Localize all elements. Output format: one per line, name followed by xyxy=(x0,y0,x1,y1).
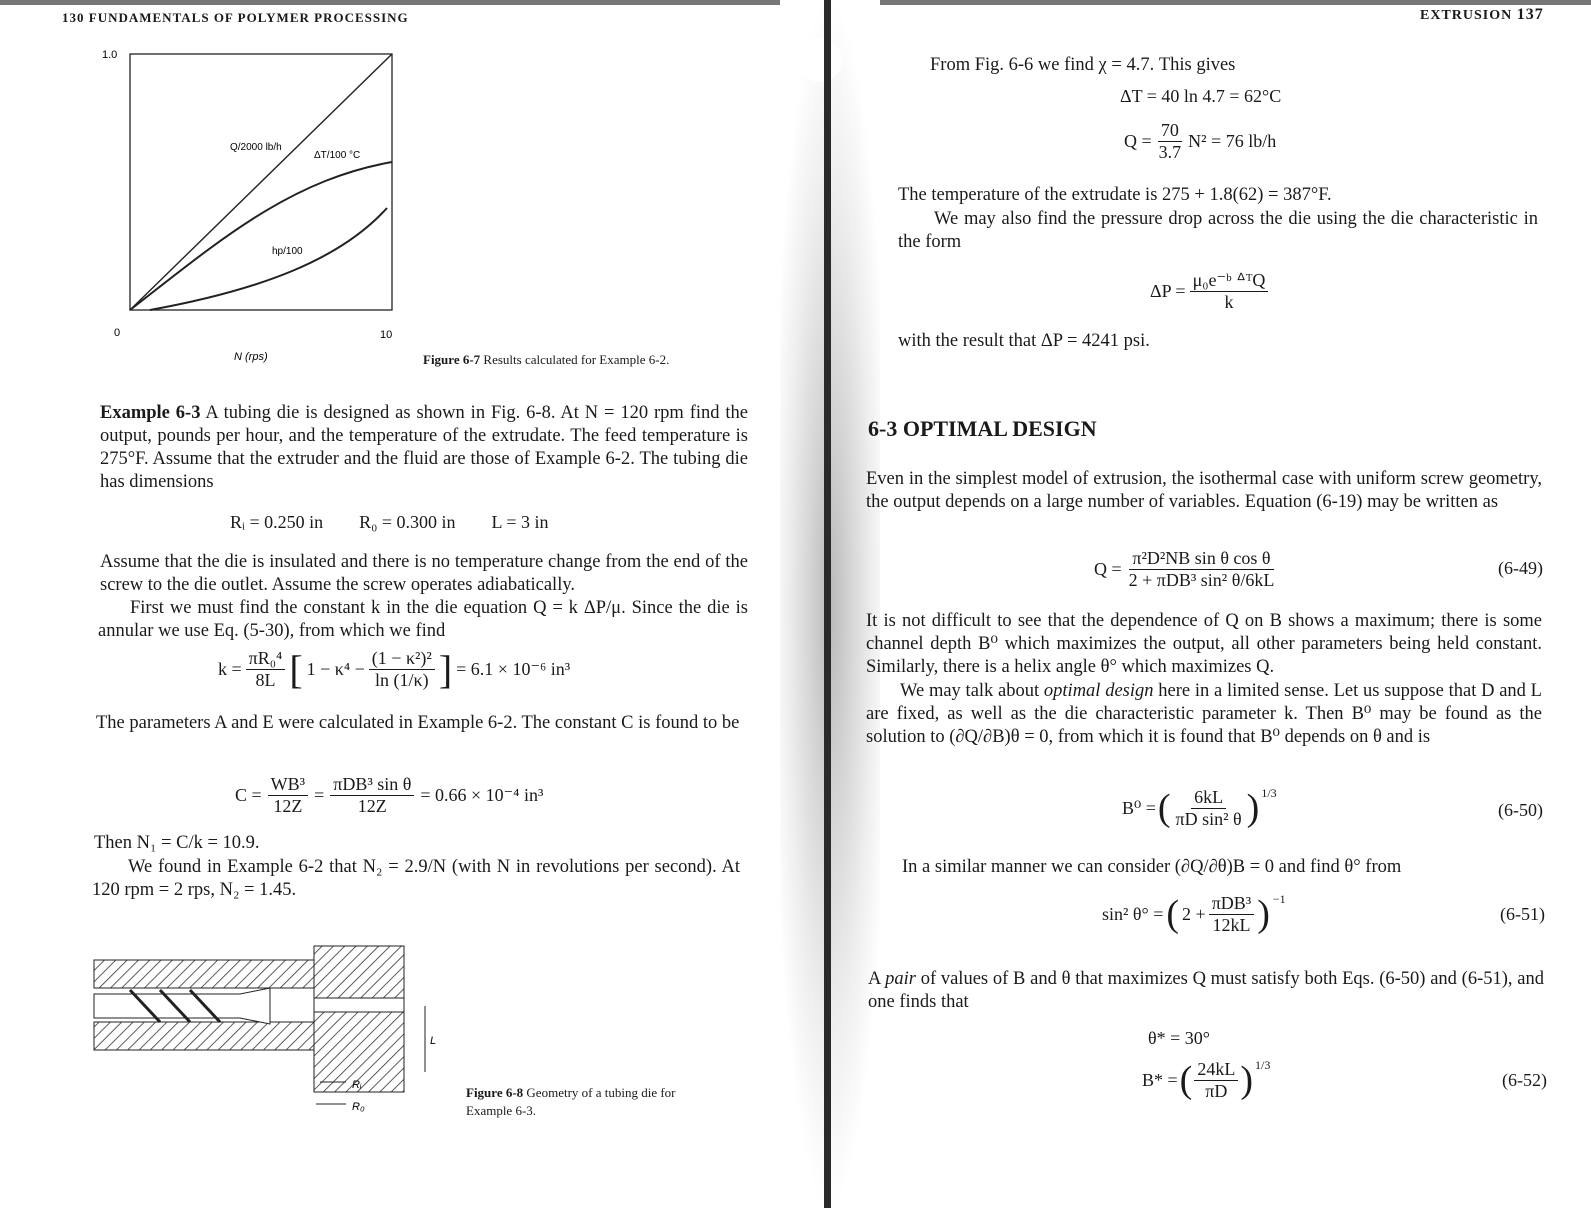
eq51-num: πDB³ xyxy=(1209,893,1255,915)
para-result: with the result that ΔP = 4241 psi. xyxy=(898,331,1150,351)
figure-6-8-caption xyxy=(466,1084,676,1120)
eq52-lhs: B* = xyxy=(1142,1069,1178,1090)
line-fig-6-6: From Fig. 6-6 we find χ = 4.7. This gives xyxy=(930,55,1236,75)
x-axis-label: N (rps) xyxy=(234,351,268,363)
eq-dp-den: k xyxy=(1224,292,1234,312)
eq-c-frac2 xyxy=(330,774,414,817)
eqno-6-52: (6-52) xyxy=(1502,1070,1547,1090)
figure-6-8-caption-text-1: Geometry of a tubing die for xyxy=(526,1085,676,1100)
equation-6-52 xyxy=(1142,1058,1270,1102)
eq49-num: π²D²NB sin θ cos θ xyxy=(1129,548,1273,570)
header-page: 137 xyxy=(1516,6,1544,23)
equation-6-49 xyxy=(1094,548,1277,591)
barrel-bottom xyxy=(94,1022,314,1050)
eq-dp-frac xyxy=(1190,270,1269,313)
dim-l: L = 3 in xyxy=(491,512,549,532)
example-6-3-para1 xyxy=(100,402,748,494)
eq-k-inner: 1 − κ⁴ − xyxy=(306,659,365,679)
eq-k-den: 8L xyxy=(255,670,276,690)
eq51-den: 12kL xyxy=(1212,914,1251,935)
eq49-frac xyxy=(1126,548,1278,591)
eq51-exp: −1 xyxy=(1272,892,1286,906)
example-para5: Then N₁ = C/k = 10.9. xyxy=(94,833,260,853)
example-para3: First we must find the constant k in the die equation Q = k ΔP/μ. Since the die is annular we use Eq. (5-30), from which we find xyxy=(98,598,748,641)
para-opt-5-b: of values of B and θ that maximizes Q must satisfy both Eqs. (6-50) and (6-51), and one finds that xyxy=(868,969,1544,1012)
eq-c-frac1 xyxy=(268,774,308,817)
running-header-left: 130 FUNDAMENTALS OF POLYMER PROCESSING xyxy=(62,10,409,25)
eq-c-rhs: = 0.66 × 10⁻⁴ in³ xyxy=(420,785,544,805)
para-opt-4: In a similar manner we can consider (∂Q/∂θ)B = 0 and find θ° from xyxy=(902,857,1402,877)
figure-6-7-plot xyxy=(100,40,420,370)
header-title: EXTRUSION xyxy=(1420,8,1513,23)
example-para1-text: A tubing die is designed as shown in Fig. 6-8. At N = 120 rpm find the output, pounds per hour, and the temperature of the extrudate. The feed temperature is 275°F. Assume that the extruder and the fluid are those of Example 6-2. The tubing die has dimensions xyxy=(100,403,748,492)
example-para2: Assume that the die is insulated and there is no temperature change from the end of the screw to the die outlet. Assume the screw operates adiabatically. xyxy=(100,552,748,595)
para-opt-3 xyxy=(866,680,1542,749)
paren-open: ( xyxy=(1157,787,1171,829)
figure-6-8-caption-text-2: Example 6-3. xyxy=(466,1103,537,1118)
equation-6-51 xyxy=(1102,892,1286,936)
eq50-frac xyxy=(1173,787,1245,830)
eq-dp-lhs: ΔP = xyxy=(1150,281,1186,301)
eq-c-den2: 12Z xyxy=(357,796,387,816)
para-temperature: The temperature of the extrudate is 275 + 1.8(62) = 387°F. xyxy=(898,185,1332,205)
die-channel xyxy=(314,998,404,1012)
eq-dp-num: μ₀e⁻ᵇ ᐞᵀQ xyxy=(1190,270,1269,292)
para-opt-3-a: We may talk about xyxy=(900,681,1044,701)
eq-q-num: 70 xyxy=(1158,120,1182,142)
running-header-right xyxy=(1420,6,1544,24)
example-para4: The parameters A and E were calculated in Example 6-2. The constant C is found to be xyxy=(96,713,740,733)
eq-q-frac xyxy=(1156,120,1185,163)
dim-ri: Rᵢ = 0.250 in xyxy=(230,512,324,532)
dim-ro: R₀ = 0.300 in xyxy=(359,512,456,532)
label-ro: R₀ xyxy=(352,1101,365,1113)
example-para6: We found in Example 6-2 that N₂ = 2.9/N (with N in revolutions per second). At 120 rpm = 2 rps, N₂ = 1.45. xyxy=(92,857,740,900)
para-opt-3-b: here in a limited sense. Let us suppose that D and L are fixed, as well as the die characteristic parameter k. Then B⁰ may be found as the solution to (∂Q/∂B)θ = 0, from which it is found that B⁰ depends on θ and is xyxy=(866,681,1542,747)
eq-k-rhs: = 6.1 × 10⁻⁶ in³ xyxy=(456,659,571,679)
equation-q xyxy=(1124,120,1276,163)
curve-q-line xyxy=(130,54,392,310)
section-heading: 6-3 OPTIMAL DESIGN xyxy=(868,416,1097,441)
eq52-num: 24kL xyxy=(1194,1059,1238,1081)
para-opt-5-a: A xyxy=(868,969,886,989)
eq49-den: 2 + πDB³ sin² θ/6kL xyxy=(1128,570,1275,590)
eqno-6-49: (6-49) xyxy=(1498,558,1543,578)
eq50-den: πD sin² θ xyxy=(1175,808,1242,829)
eq50-num: 6kL xyxy=(1191,787,1226,809)
paren-close-51: ) xyxy=(1257,893,1270,935)
figure-6-8-caption-label: Figure 6-8 xyxy=(466,1085,524,1100)
equation-k xyxy=(218,648,570,691)
para-opt-3-em: optimal design xyxy=(1043,681,1154,701)
figure-6-7-caption-label: Figure 6-7 xyxy=(423,352,481,367)
eq-k-inner-den: ln (1/κ) xyxy=(375,670,429,690)
eq-c-den1: 12Z xyxy=(273,796,303,816)
eq52-den: πD xyxy=(1205,1080,1228,1101)
paren-close: ) xyxy=(1246,787,1260,829)
eq52-exp: 1/3 xyxy=(1254,1058,1271,1072)
curve-hp-line xyxy=(150,208,387,310)
paren-open-51: ( xyxy=(1166,893,1180,935)
left-page xyxy=(0,0,790,1208)
eq-k-lhs: k = xyxy=(218,659,242,679)
eqno-6-50: (6-50) xyxy=(1498,800,1543,820)
eq-c-num2: πDB³ sin θ xyxy=(330,774,414,796)
para-opt-1: Even in the simplest model of extrusion, the isothermal case with uniform screw geometry, the output depends on a large number of variables. Equation (6-19) may be written as xyxy=(866,469,1542,512)
book-spine xyxy=(824,0,831,1208)
eq-c-num1: WB³ xyxy=(268,774,308,796)
equation-c xyxy=(235,774,543,817)
right-page xyxy=(866,0,1591,1208)
example-label: Example 6-3 xyxy=(100,403,201,423)
curve-dt-label: ΔT/100 °C xyxy=(314,150,361,161)
paren-open-52: ( xyxy=(1179,1059,1193,1101)
binding-gutter xyxy=(780,0,880,1208)
eq-q-rhs: N² = 76 lb/h xyxy=(1188,131,1277,151)
eq-c-lhs: C = xyxy=(235,785,262,805)
eq49-lhs: Q = xyxy=(1094,559,1122,579)
equation-theta-star: θ* = 30° xyxy=(1148,1028,1210,1048)
curve-q-label: Q/2000 lb/h xyxy=(230,142,282,153)
y-tick-top: 1.0 xyxy=(102,49,118,61)
die-dimensions xyxy=(230,512,750,533)
eqno-6-51: (6-51) xyxy=(1500,904,1545,924)
bracket-close: ] xyxy=(438,646,453,692)
label-l: L xyxy=(430,1035,437,1047)
eq-c-equals: = xyxy=(314,785,325,805)
eq51-frac xyxy=(1209,893,1255,936)
equation-dp xyxy=(1150,270,1268,313)
figure-6-7-caption xyxy=(423,352,669,368)
curve-hp-label: hp/100 xyxy=(272,246,303,257)
eq-k-inner-frac xyxy=(369,648,435,691)
barrel-top xyxy=(94,960,314,988)
para-pressure: We may also find the pressure drop across the die using the die characteristic in the form xyxy=(898,209,1538,252)
figure-6-8-drawing xyxy=(90,940,450,1120)
curve-dt-line xyxy=(130,162,392,310)
eq-k-inner-num: (1 − κ²)² xyxy=(369,648,435,670)
figure-6-7-caption-text: Results calculated for Example 6-2. xyxy=(483,352,670,367)
eq50-lhs: B⁰ = xyxy=(1122,797,1156,818)
para-opt-2: It is not difficult to see that the dependence of Q on B shows a maximum; there is some channel depth B⁰ which maximizes the output, all other parameters being held constant. Similarly, there is a helix angle θ° which maximizes Q. xyxy=(866,611,1542,677)
y-tick-bottom: 0 xyxy=(114,327,121,339)
eq-k-num: πR₀⁴ xyxy=(246,648,286,670)
eq50-exp: 1/3 xyxy=(1261,786,1277,800)
x-tick-right: 10 xyxy=(380,329,393,341)
label-ri: Rᵢ xyxy=(352,1079,362,1091)
eq52-frac xyxy=(1194,1059,1238,1102)
para-opt-5 xyxy=(868,968,1544,1014)
paren-close-52: ) xyxy=(1240,1059,1253,1101)
screw xyxy=(94,988,270,1024)
die-body xyxy=(314,946,404,1092)
equation-dt: ΔT = 40 ln 4.7 = 62°C xyxy=(1120,86,1282,106)
bracket-open: [ xyxy=(289,646,303,692)
eq-q-den: 3.7 xyxy=(1158,142,1182,162)
eq-k-frac xyxy=(246,648,286,691)
eq51-lhs: sin² θ° = xyxy=(1102,903,1164,924)
eq51-pre: 2 + xyxy=(1182,903,1206,924)
punch-hole xyxy=(798,38,842,82)
equation-6-50 xyxy=(1122,786,1277,830)
eq-q-lhs: Q = xyxy=(1124,131,1152,151)
para-opt-5-em: pair xyxy=(885,969,916,989)
